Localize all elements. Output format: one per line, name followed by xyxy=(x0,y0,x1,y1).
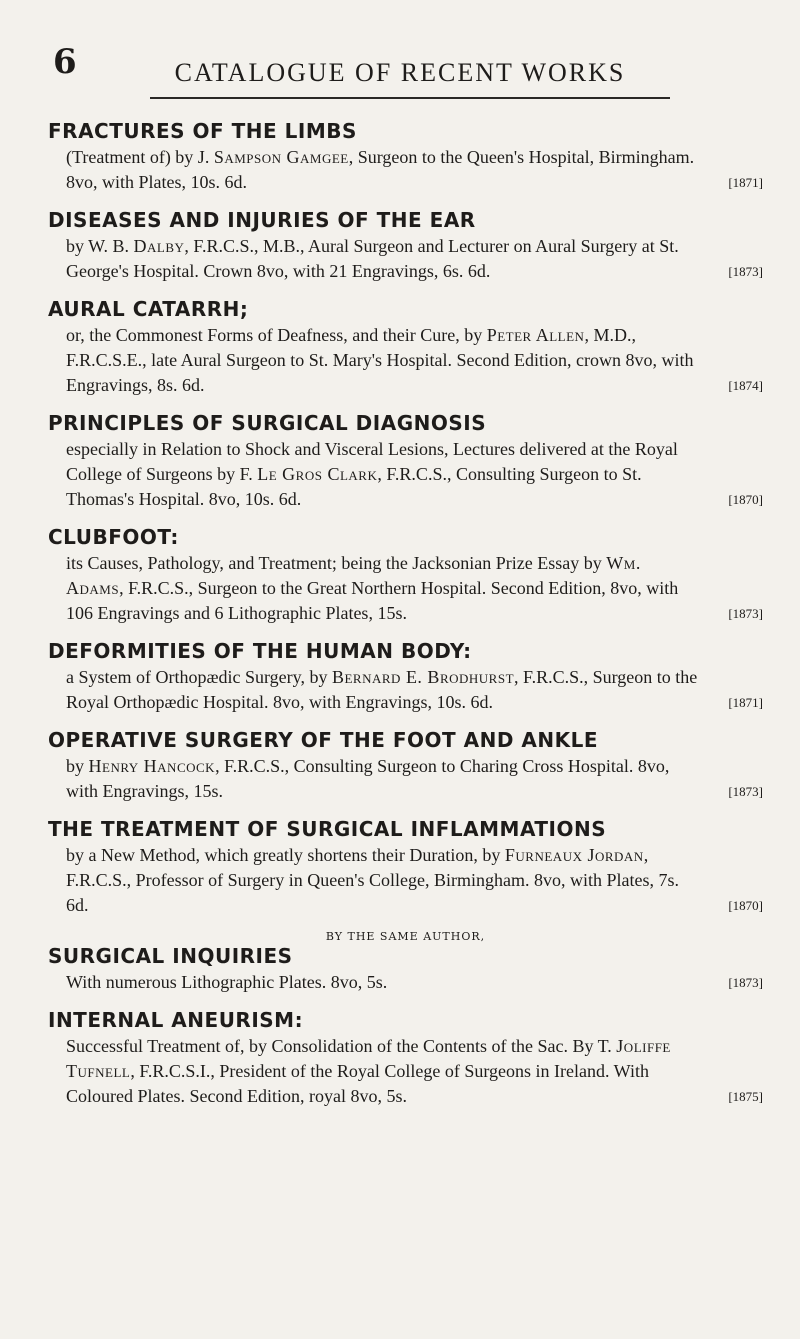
entry-year: [1873] xyxy=(728,975,763,990)
catalogue-entry xyxy=(48,1007,763,1109)
entry-description xyxy=(66,437,763,512)
entry-description xyxy=(66,234,763,284)
catalogue-entry xyxy=(48,118,763,195)
entry-description xyxy=(66,551,763,626)
entry-title: INTERNAL ANEURISM: xyxy=(48,1008,304,1032)
entry-author: Bernard E. Brodhurst xyxy=(331,667,515,687)
entry-author: Sampson Gamgee xyxy=(213,147,349,167)
entry-text: , F.R.C.S., Professor of Surgery in Queen's College, Birmingham. 8vo, with Plates, 7s. 6d. xyxy=(66,845,679,915)
catalogue-entry xyxy=(48,410,763,512)
entry-title: CLUBFOOT: xyxy=(48,525,179,549)
entry-description xyxy=(66,323,763,398)
catalogue-entry xyxy=(48,207,763,284)
entry-description xyxy=(66,970,763,995)
entry-author: Dalby xyxy=(133,236,185,256)
entry-author: Joliffe Tufnell xyxy=(66,1036,671,1081)
entry-text: a System of Orthopædic Surgery, by xyxy=(66,667,332,687)
entry-author: Henry Hancock xyxy=(88,756,216,776)
entry-title: SURGICAL INQUIRIES xyxy=(48,944,293,968)
entry-text: , Surgeon to the Queen's Hospital, Birmingham. 8vo, with Plates, 10s. 6d. xyxy=(66,147,695,192)
entry-title: OPERATIVE SURGERY OF THE FOOT AND ANKLE xyxy=(48,728,599,752)
entry-text: , M.D., F.R.C.S.E., late Aural Surgeon to St. Mary's Hospital. Second Edition, crown 8vo, with Engravings, 8s. 6d. xyxy=(66,325,694,395)
entry-text: , F.R.C.S., Consulting Surgeon to Charing Cross Hospital. 8vo, with Engravings, 15s. xyxy=(66,756,670,801)
entry-year: [1870] xyxy=(728,492,763,507)
entry-title: DEFORMITIES OF THE HUMAN BODY: xyxy=(48,639,472,663)
entry-year: [1875] xyxy=(728,1089,763,1104)
entry-text: by xyxy=(66,756,89,776)
entry-description xyxy=(66,145,763,195)
entry-description xyxy=(66,1034,763,1109)
catalogue-entry xyxy=(48,296,763,398)
entry-year: [1870] xyxy=(728,898,763,913)
entry-title: DISEASES AND INJURIES OF THE EAR xyxy=(48,208,476,232)
entry-year: [1874] xyxy=(728,378,763,393)
entry-text: , F.R.C.S., Surgeon to the Great Northern Hospital. Second Edition, 8vo, with 106 Engravings and 6 Lithographic Plates, 15s. xyxy=(66,578,679,623)
entry-text: With numerous Lithographic Plates. 8vo, 5s. xyxy=(66,972,388,992)
entry-text: (Treatment of) by J. xyxy=(66,147,214,167)
entry-description xyxy=(66,665,763,715)
entry-description xyxy=(66,843,763,918)
entry-text: or, the Commonest Forms of Deafness, and their Cure, by xyxy=(66,325,487,345)
entry-text: its Causes, Pathology, and Treatment; being the Jacksonian Prize Essay by xyxy=(66,553,607,573)
entry-year: [1873] xyxy=(728,606,763,621)
entry-text: , F.R.C.S., Surgeon to the Royal Orthopædic Hospital. 8vo, with Engravings, 10s. 6d. xyxy=(66,667,698,712)
catalogue-entry xyxy=(48,930,763,995)
entry-title: PRINCIPLES OF SURGICAL DIAGNOSIS xyxy=(48,411,487,435)
entry-text: , F.R.C.S., Consulting Surgeon to St. Thomas's Hospital. 8vo, 10s. 6d. xyxy=(66,464,642,509)
entry-text: Successful Treatment of, by Consolidation of the Contents of the Sac. By T. xyxy=(66,1036,617,1056)
catalogue-entry xyxy=(48,816,763,918)
entry-year: [1873] xyxy=(728,784,763,799)
header-rule xyxy=(150,97,670,99)
entry-text: especially in Relation to Shock and Visceral Lesions, Lectures delivered at the Royal College of Surgeons by F. xyxy=(66,439,678,484)
entry-author: Peter Allen xyxy=(486,325,585,345)
catalogue-entry xyxy=(48,524,763,626)
entry-title: THE TREATMENT OF SURGICAL INFLAMMATIONS xyxy=(48,817,607,841)
entry-title: AURAL CATARRH; xyxy=(48,297,249,321)
catalogue-entry xyxy=(48,727,763,804)
entry-year: [1871] xyxy=(728,695,763,710)
entry-title: FRACTURES OF THE LIMBS xyxy=(48,119,357,143)
running-head: CATALOGUE OF RECENT WORKS xyxy=(174,58,626,87)
entry-description xyxy=(66,754,763,804)
entry-author: Le Gros Clark xyxy=(257,464,378,484)
entry-text: , F.R.C.S., M.B., Aural Surgeon and Lecturer on Aural Surgery at St. George's Hospital. Crown 8vo, with 21 Engravings, 6s. 6d. xyxy=(66,236,679,281)
entry-year: [1871] xyxy=(728,175,763,190)
entry-text: by W. B. xyxy=(66,236,134,256)
catalogue-entry xyxy=(48,638,763,715)
same-author-note: BY THE SAME AUTHOR, xyxy=(325,930,486,943)
entry-text: by a New Method, which greatly shortens their Duration, by xyxy=(66,845,505,865)
entry-author: Furneaux Jordan xyxy=(504,845,644,865)
page-number: 6 xyxy=(53,42,77,82)
entry-author: Wm. Adams xyxy=(66,553,641,598)
entry-text: , F.R.C.S.I., President of the Royal College of Surgeons in Ireland. With Coloured Plates. Second Edition, royal 8vo, 5s. xyxy=(66,1061,649,1106)
catalogue-entries xyxy=(48,118,763,1121)
entry-year: [1873] xyxy=(728,264,763,279)
